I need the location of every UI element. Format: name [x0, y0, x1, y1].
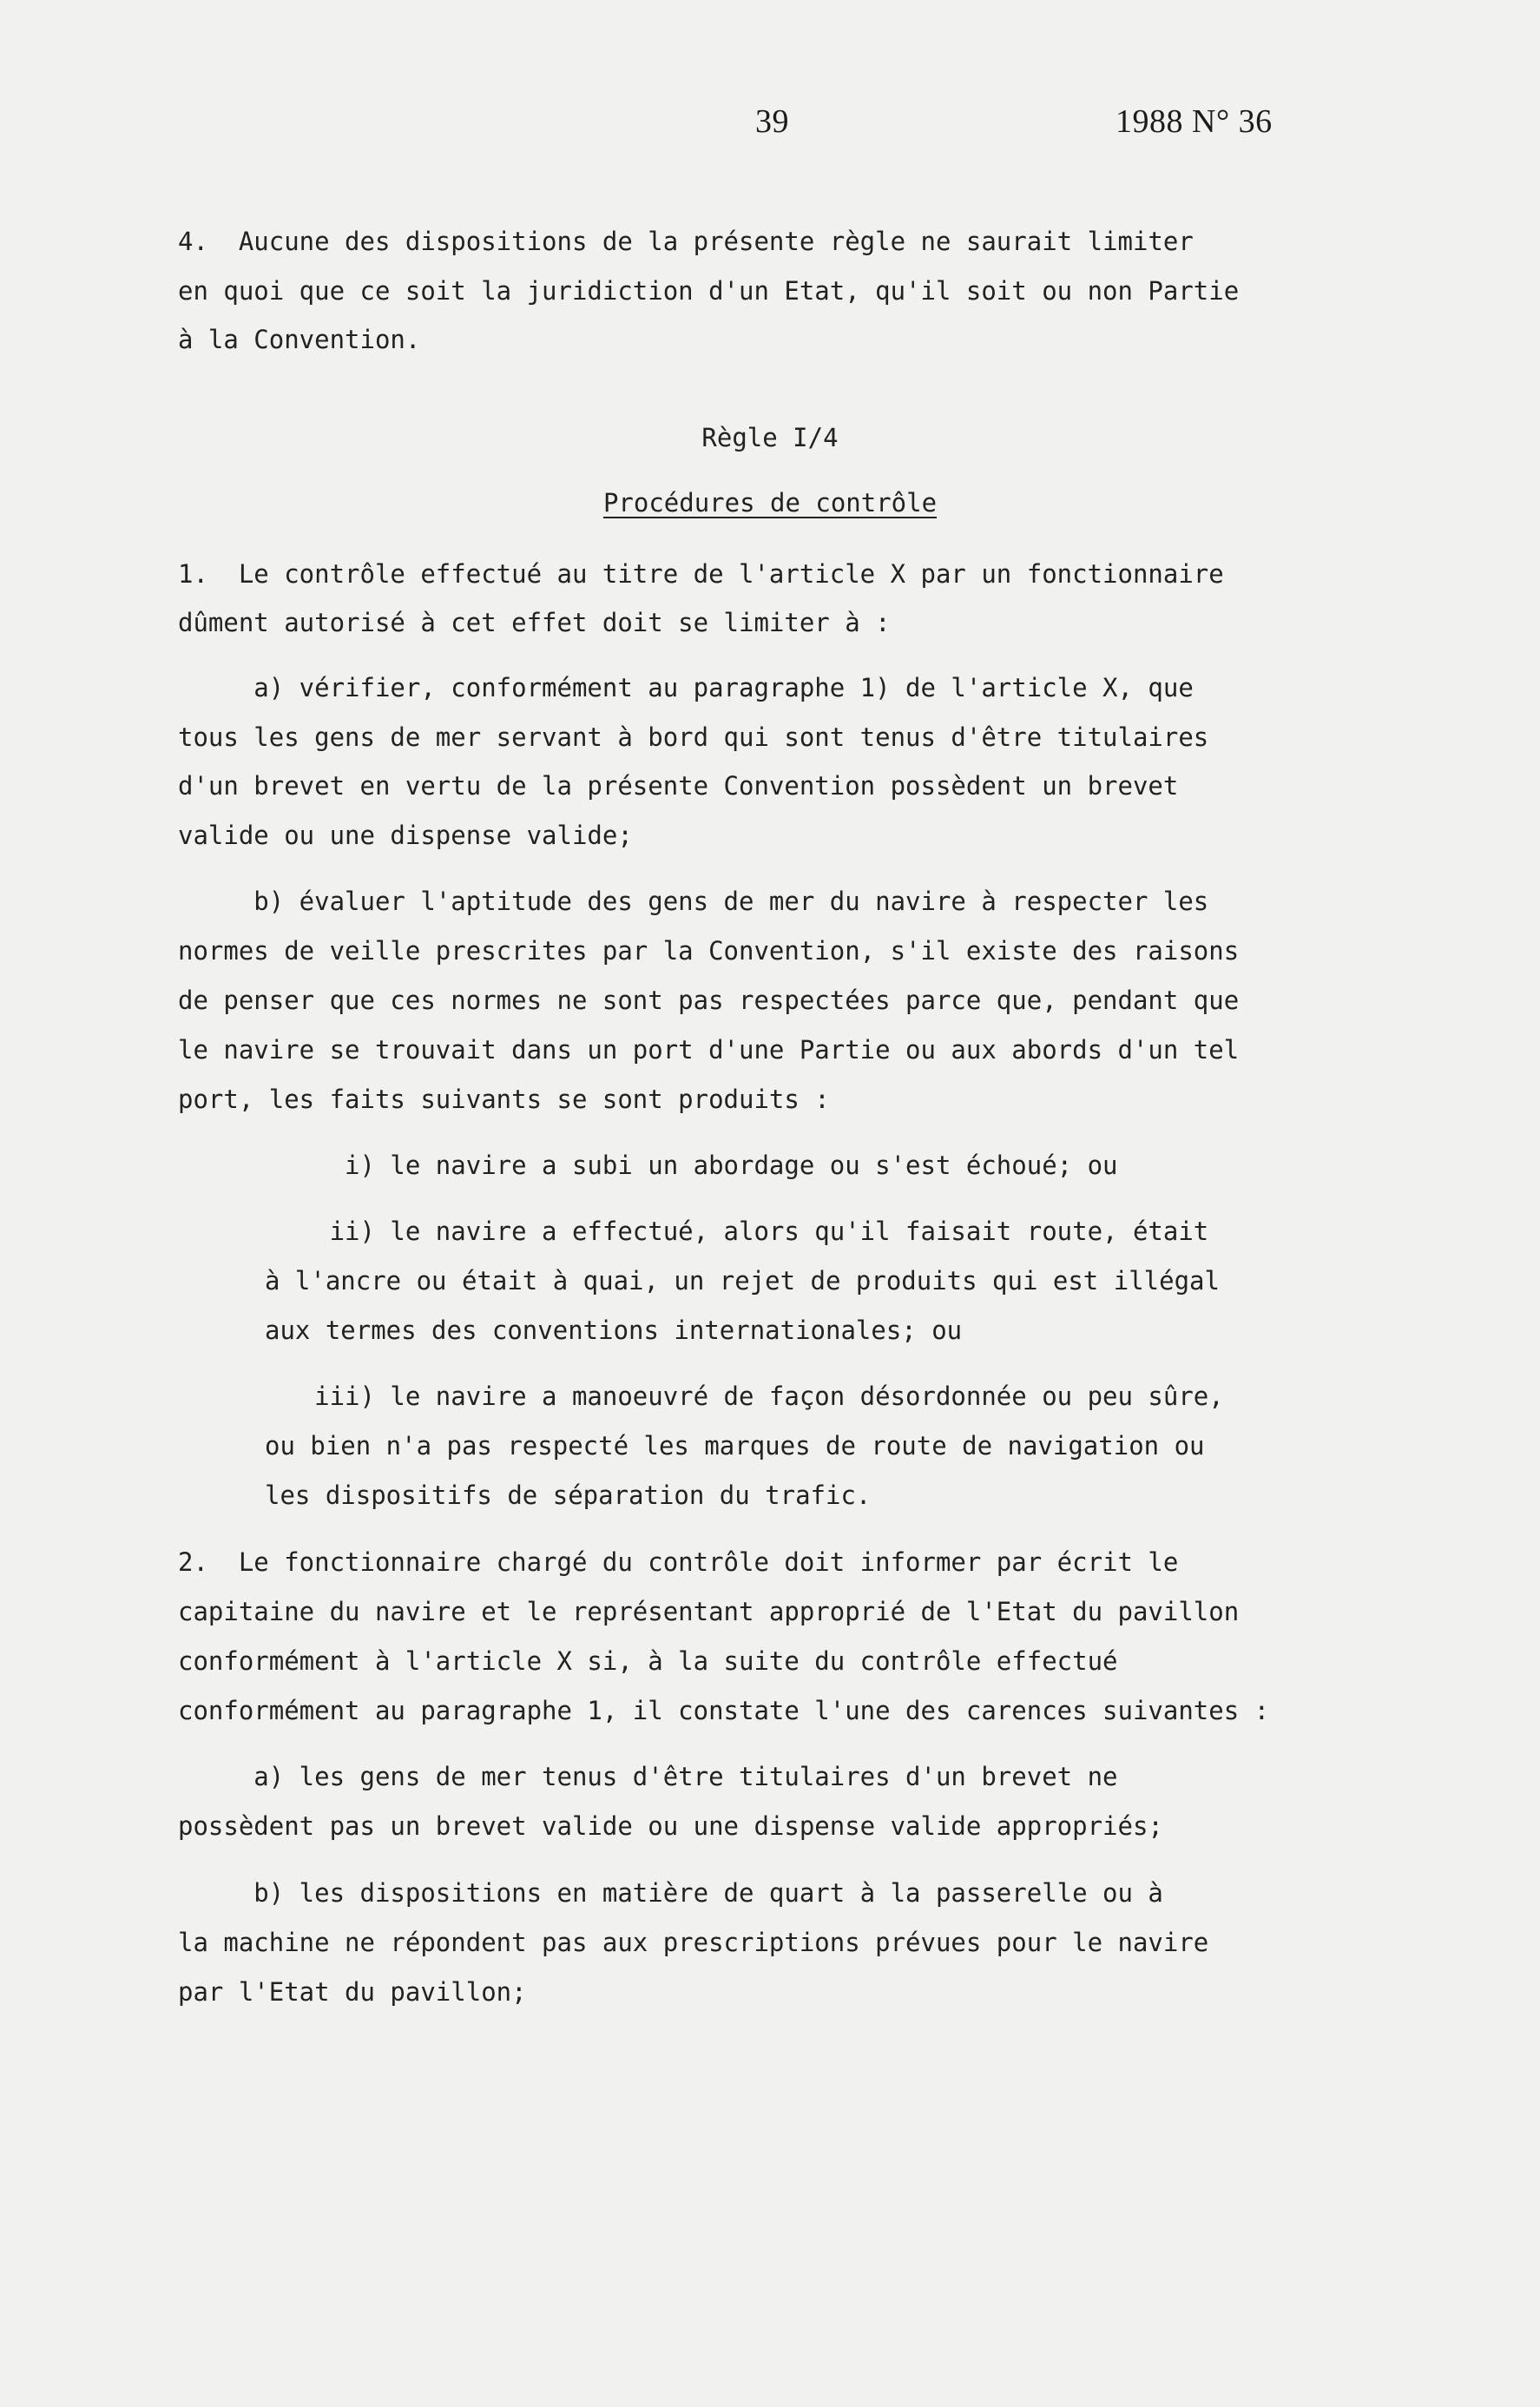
- para-1b-ii-line: aux termes des conventions internationales; ou: [265, 1316, 963, 1345]
- para-1a-line: d'un brevet en vertu de la présente Convention possèdent un brevet: [178, 771, 1179, 801]
- para-1b-iii-line: les dispositifs de séparation du trafic.: [265, 1480, 872, 1510]
- para-1a-line: a) vérifier, conformément au paragraphe 1) de l'article X, que: [178, 673, 1194, 702]
- para-2b-line: par l'Etat du pavillon;: [178, 1977, 527, 2007]
- para-1b-line: b) évaluer l'aptitude des gens de mer du navire à respecter les: [178, 887, 1209, 916]
- para-2a-line: a) les gens de mer tenus d'être titulaires d'un brevet ne: [178, 1762, 1118, 1791]
- para-2a-line: possèdent pas un brevet valide ou une dispense valide appropriés;: [178, 1811, 1163, 1841]
- rule-title: Règle I/4: [701, 423, 839, 452]
- para-2b-line: b) les dispositions en matière de quart à la passerelle ou à: [178, 1878, 1163, 1908]
- section-4-line: en quoi que ce soit la juridiction d'un Etat, qu'il soit ou non Partie: [178, 276, 1240, 306]
- section-4-line: à la Convention.: [178, 325, 421, 354]
- para-2-line: conformément à l'article X si, à la suite du contrôle effectué: [178, 1646, 1118, 1676]
- para-2-line: conformément au paragraphe 1, il constate l'une des carences suivantes :: [178, 1696, 1270, 1725]
- para-1b-iii-line: ou bien n'a pas respecté les marques de route de navigation ou: [265, 1431, 1205, 1461]
- para-1b-line: le navire se trouvait dans un port d'une Partie ou aux abords d'un tel: [178, 1035, 1240, 1065]
- para-1-line: 1. Le contrôle effectué au titre de l'article X par un fonctionnaire: [178, 559, 1224, 589]
- para-1a-line: valide ou une dispense valide;: [178, 821, 633, 850]
- rule-subtitle: Procédures de contrôle: [602, 488, 938, 518]
- para-1b-line: port, les faits suivants se sont produits :: [178, 1085, 830, 1114]
- para-2b-line: la machine ne répondent pas aux prescriptions prévues pour le navire: [178, 1928, 1209, 1957]
- para-1-line: dûment autorisé à cet effet doit se limiter à :: [178, 608, 891, 637]
- page-number: 39: [755, 103, 789, 140]
- para-1b-line: normes de veille prescrites par la Convention, s'il existe des raisons: [178, 936, 1240, 966]
- para-1b-iii-line: iii) le navire a manoeuvré de façon désordonnée ou peu sûre,: [178, 1382, 1224, 1411]
- para-1b-ii-line: à l'ancre ou était à quai, un rejet de produits qui est illégal: [265, 1266, 1220, 1296]
- para-2-line: 2. Le fonctionnaire chargé du contrôle doit informer par écrit le: [178, 1547, 1179, 1577]
- para-1b-line: de penser que ces normes ne sont pas respectées parce que, pendant que: [178, 986, 1240, 1015]
- para-2-line: capitaine du navire et le représentant approprié de l'Etat du pavillon: [178, 1597, 1240, 1626]
- para-1a-line: tous les gens de mer servant à bord qui sont tenus d'être titulaires: [178, 722, 1209, 752]
- section-4-line: 4. Aucune des dispositions de la présente règle ne saurait limiter: [178, 227, 1194, 256]
- para-1b-ii-line: ii) le navire a effectué, alors qu'il faisait route, était: [178, 1217, 1209, 1246]
- document-year-number: 1988 N° 36: [1116, 103, 1273, 140]
- para-1b-i-line: i) le navire a subi un abordage ou s'est échoué; ou: [178, 1151, 1118, 1180]
